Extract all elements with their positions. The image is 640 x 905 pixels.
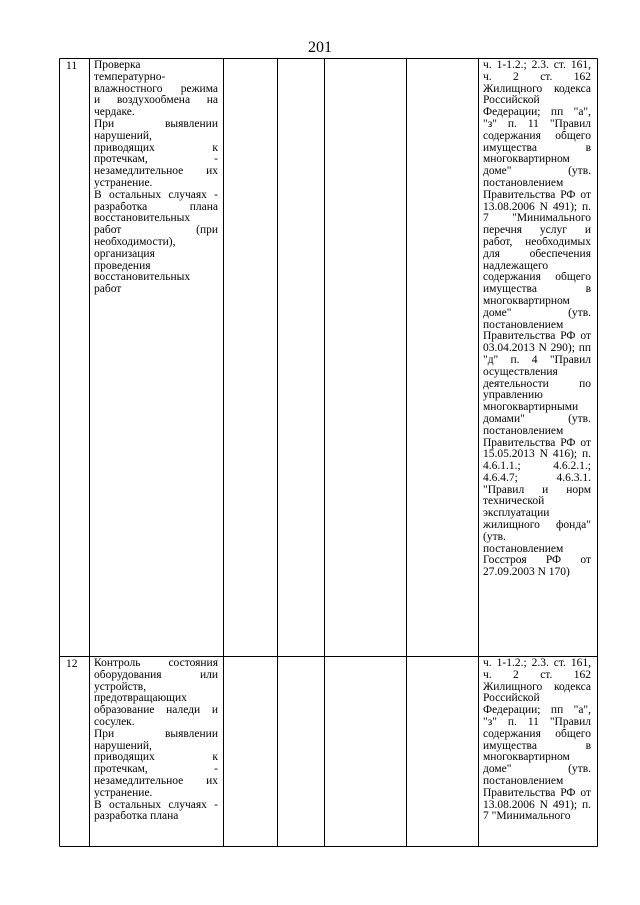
text-line: работ (при (94, 225, 218, 237)
text-line: Контроль состояния (94, 658, 218, 669)
text-line: перечня услуг и (483, 225, 591, 237)
text-line: содержания общего (483, 272, 591, 284)
text-line: постановлением (483, 425, 564, 437)
text-line: 13.08.2006 N 491); п. (483, 201, 591, 213)
text-line: протечкам, - (94, 764, 218, 776)
row-number: 12 (66, 658, 78, 670)
text-line: многоквартирными (483, 402, 579, 414)
text-line: 27.09.2003 N 170) (483, 567, 570, 579)
text-line: Жилищного кодекса (483, 83, 591, 95)
text-line: 15.05.2013 N 416); п. (483, 449, 591, 461)
text-line: незамедлительное их (94, 166, 218, 178)
text-line: приводящих к (94, 142, 218, 154)
text-line: В остальных случаях - (94, 799, 218, 811)
text-line: устройств, (94, 681, 147, 693)
text-line: протечкам, - (94, 154, 218, 166)
text-line: содержания общего (483, 130, 591, 142)
text-line: организация (94, 248, 155, 260)
text-line: восстановительных (94, 213, 191, 225)
text-line: ч. 2 ст. 162 (483, 71, 591, 83)
text-line: приводящих к (94, 752, 218, 764)
text-line: домами" (утв. (483, 413, 591, 425)
text-line: постановлением (483, 177, 564, 189)
text-line: разработка плана (94, 811, 179, 823)
text-line: Правительства РФ от (483, 787, 591, 799)
text-line: 13.08.2006 N 491); п. (483, 799, 591, 811)
text-line: образование наледи и (94, 705, 218, 717)
text-line: Правительства РФ от (483, 437, 591, 449)
text-line: сосулек. (94, 716, 135, 728)
text-line: устранение. (94, 177, 153, 189)
text-line: доме" (утв. (483, 764, 591, 776)
text-line: многоквартирном (483, 752, 570, 764)
text-line: "з" п. 11 "Правил (483, 118, 591, 130)
text-line: При выявлении (94, 728, 218, 740)
text-line: деятельности по (483, 378, 591, 390)
text-line: Жилищного кодекса (483, 681, 591, 693)
text-line: Федерации; пп "а", (483, 705, 591, 717)
text-line: незамедлительное их (94, 775, 218, 787)
text-line: Российской (483, 693, 540, 705)
text-line: надлежащего (483, 260, 549, 272)
text-line: постановлением (483, 543, 564, 555)
text-line: "Правил и норм (483, 484, 591, 496)
text-line: доме" (утв. (483, 166, 591, 178)
text-line: разработка плана (94, 201, 218, 213)
text-line: устранение. (94, 787, 153, 799)
text-line: жилищного фонда" (483, 520, 591, 532)
row-number: 11 (66, 60, 78, 72)
text-line: Федерации; пп "а", (483, 107, 591, 119)
text-line: Правительства РФ от (483, 189, 591, 201)
text-line: для обеспечения (483, 248, 591, 260)
text-line: имущества в (483, 284, 591, 296)
page-number: 201 (308, 39, 332, 56)
text-line: оборудования или (94, 669, 218, 681)
text-line: ч. 1-1.2.; 2.3. ст. 161, (483, 60, 591, 71)
text-line: 03.04.2013 N 290); пп (483, 343, 591, 355)
text-line: многоквартирном (483, 295, 570, 307)
legal-basis (483, 658, 591, 823)
text-line: ч. 2 ст. 162 (483, 669, 591, 681)
text-line: постановлением (483, 775, 564, 787)
text-line: Госстроя РФ от (483, 555, 591, 567)
text-line: имущества в (483, 142, 591, 154)
text-line: "д" п. 4 "Правил (483, 354, 591, 366)
text-line: осуществления (483, 366, 558, 378)
text-line: (утв. (483, 531, 506, 543)
text-line: работ (94, 284, 122, 296)
text-line: чердаке. (94, 107, 135, 119)
text-line: Правительства РФ от (483, 331, 591, 343)
text-line: нарушений, (94, 740, 152, 752)
text-line: влажностного режима (94, 83, 218, 95)
text-line: В остальных случаях - (94, 189, 218, 201)
text-line: технической (483, 496, 545, 508)
text-line: эксплуатации (483, 508, 550, 520)
text-line: температурно- (94, 71, 166, 83)
text-line: работ, необходимых (483, 236, 591, 248)
text-line: ч. 1-1.2.; 2.3. ст. 161, (483, 658, 591, 669)
text-line: доме" (утв. (483, 307, 591, 319)
work-description (94, 60, 218, 296)
text-line: Российской (483, 95, 540, 107)
text-line: предотвращающих (94, 693, 187, 705)
text-line: Проверка (94, 60, 141, 71)
text-line: "з" п. 11 "Правил (483, 716, 591, 728)
work-description (94, 658, 218, 823)
text-line: нарушений, (94, 130, 152, 142)
text-line: и воздухообмена на (94, 95, 218, 107)
text-line: постановлением (483, 319, 564, 331)
text-line: необходимости), (94, 236, 176, 248)
text-line: имущества в (483, 740, 591, 752)
text-line: восстановительных (94, 272, 191, 284)
legal-basis (483, 60, 591, 579)
text-line: 7 "Минимального (483, 213, 591, 225)
text-line: содержания общего (483, 728, 591, 740)
text-line: 4.6.4.7; 4.6.3.1. (483, 472, 591, 484)
text-line: многоквартирном (483, 154, 570, 166)
text-line: При выявлении (94, 118, 218, 130)
text-line: управлению (483, 390, 543, 402)
text-line: проведения (94, 260, 151, 272)
text-line: 7 "Минимального (483, 811, 571, 823)
text-line: 4.6.1.1.; 4.6.2.1.; (483, 461, 591, 473)
